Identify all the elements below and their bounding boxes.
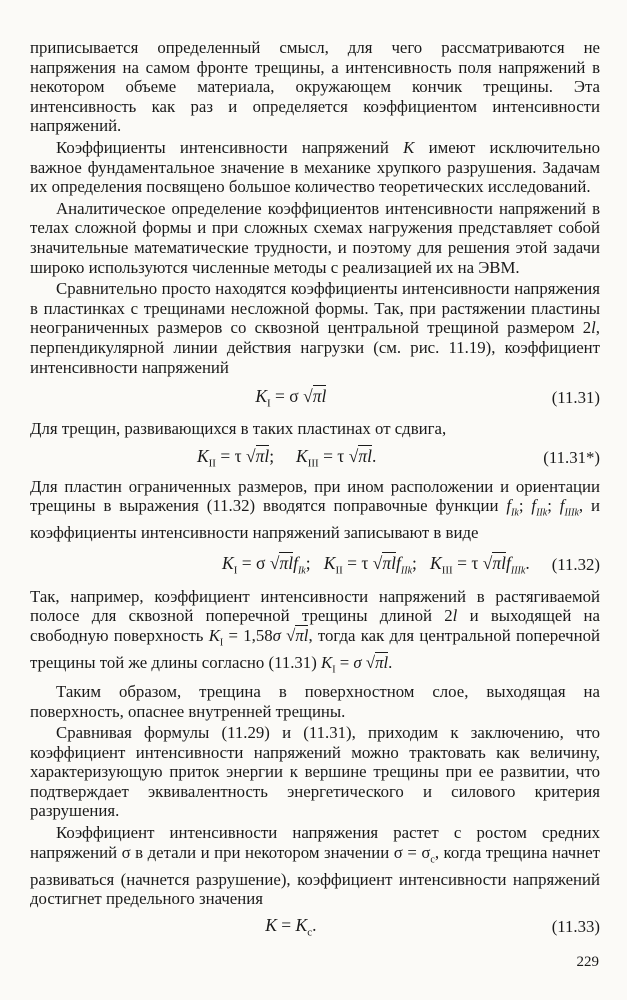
k-symbol: K [403, 137, 415, 157]
page-number: 229 [576, 954, 599, 970]
paragraph-4 [30, 279, 600, 377]
equation-11-33 [30, 909, 600, 945]
paragraph-5: Для трещин, развивающихся в таких пластинах от сдвига, [30, 419, 447, 439]
equation-11-32 [30, 543, 600, 587]
equation-body: $K_I = \sigma$ √πlf$_{Ik}$; $K_{II} = \tau$ √πlf$_{IIk}$; $K_{III} = \tau$ √πlf$_{IIIk}$. [222, 553, 530, 577]
p6-text-after: , и коэффициенты интенсивности напряжений записывают в виде [30, 496, 601, 543]
paragraph-9: Сравнивая формулы (11.29) и (11.31), приходим к заключению, что коэффициент интенсивности напряжений можно трактовать как величину, характеризующую приток энергии к вершине трещины при ее развитии, что подтверждает эквивалентность энергетического и силового критерия разрушения. [30, 723, 600, 821]
paragraph-1: приписывается определенный смысл, для чего рассматриваются не напряжения на самом фронте трещины, а интенсивность поля напряжений в некотором объеме материала, окружающем кончик трещины. Эта интенсивность как раз и определяется коэффициентом интенсивности напряжений. [30, 38, 600, 136]
p2-text-before: Коэффициенты интенсивности напряжений [56, 137, 404, 157]
equation-number: (11.31*) [543, 447, 600, 467]
paragraph-10: Коэффициент интенсивности напряжения растет с ростом средних напряжений σ в детали и при некотором значении $\sigma = \sigma_c$, когда трещина начнет развиваться (начнется разрушение), коэффициент интенсивности напряжений достигнет предельного значения [30, 823, 600, 909]
equation-11-31-star [30, 439, 600, 477]
page-content [30, 38, 600, 945]
paragraph-6: Для пластин ограниченных размеров, при ином расположении и ориентации трещины в выражения (11.32) вводятся поправочные функции $f_{Ik}$; $f_{IIk}$; $f_{IIIk}$, и коэффициенты интенсивности напряжений записывают в виде [30, 476, 601, 543]
l-symbol: l [591, 318, 596, 338]
paragraph-8: Таким образом, трещина в поверхностном слое, выходящая на поверхность, опаснее внутренней трещины. [30, 681, 600, 721]
equation-body: $K = K_c$. [265, 915, 317, 939]
p2-text-after: имеют исключительно важное фундаментальное значение в механике хрупкого разрушения. Задачам их определения посвящено большое количество теоретических исследований. [30, 137, 600, 197]
p6-text-before: Для пластин ограниченных размеров, при ином расположении и ориентации трещины в выражения (11.32) вводятся поправочные функции [30, 476, 600, 516]
paragraph-2 [30, 138, 600, 197]
equation-number: (11.31) [551, 388, 600, 408]
p4-text-after: , перпендикулярной линии действия нагрузки (см. рис. 11.19), коэффициент интенсивности напряжений [30, 318, 600, 377]
paragraph-7: Так, например, коэффициент интенсивности напряжений в растягиваемой полосе для сквозной поперечной трещины длиной 2l и выходящей на свободную поверхность $K_I = 1,58\sigma$ √πl, тогда как для центральной поперечной трещины той же длины согласно (11.31) $K_I = \sigma$ √πl. [30, 586, 600, 676]
equation-number: (11.32) [551, 554, 600, 574]
equation-body: $K_I = \sigma$ √πl [255, 386, 327, 410]
equation-11-31 [30, 377, 600, 419]
equation-body: $K_{II} = \tau$ √πl; $K_{III} = \tau$ √πl. [196, 445, 377, 470]
p4-text-before: Сравнительно просто находятся коэффициенты интенсивности напряжения в пластинках с трещинами несложной формы. Так, при растяжении пластины неограниченных размеров со сквозной центральной трещиной размером 2 [30, 279, 600, 338]
paragraph-3: Аналитическое определение коэффициентов интенсивности напряжений в телах сложной формы и при сложных схемах нагружения представляет собой значительные математические трудности, и поэтому для решения этой задачи широко используются численные методы с реализацией их на ЭВМ. [30, 198, 600, 277]
equation-number: (11.33) [551, 916, 600, 936]
